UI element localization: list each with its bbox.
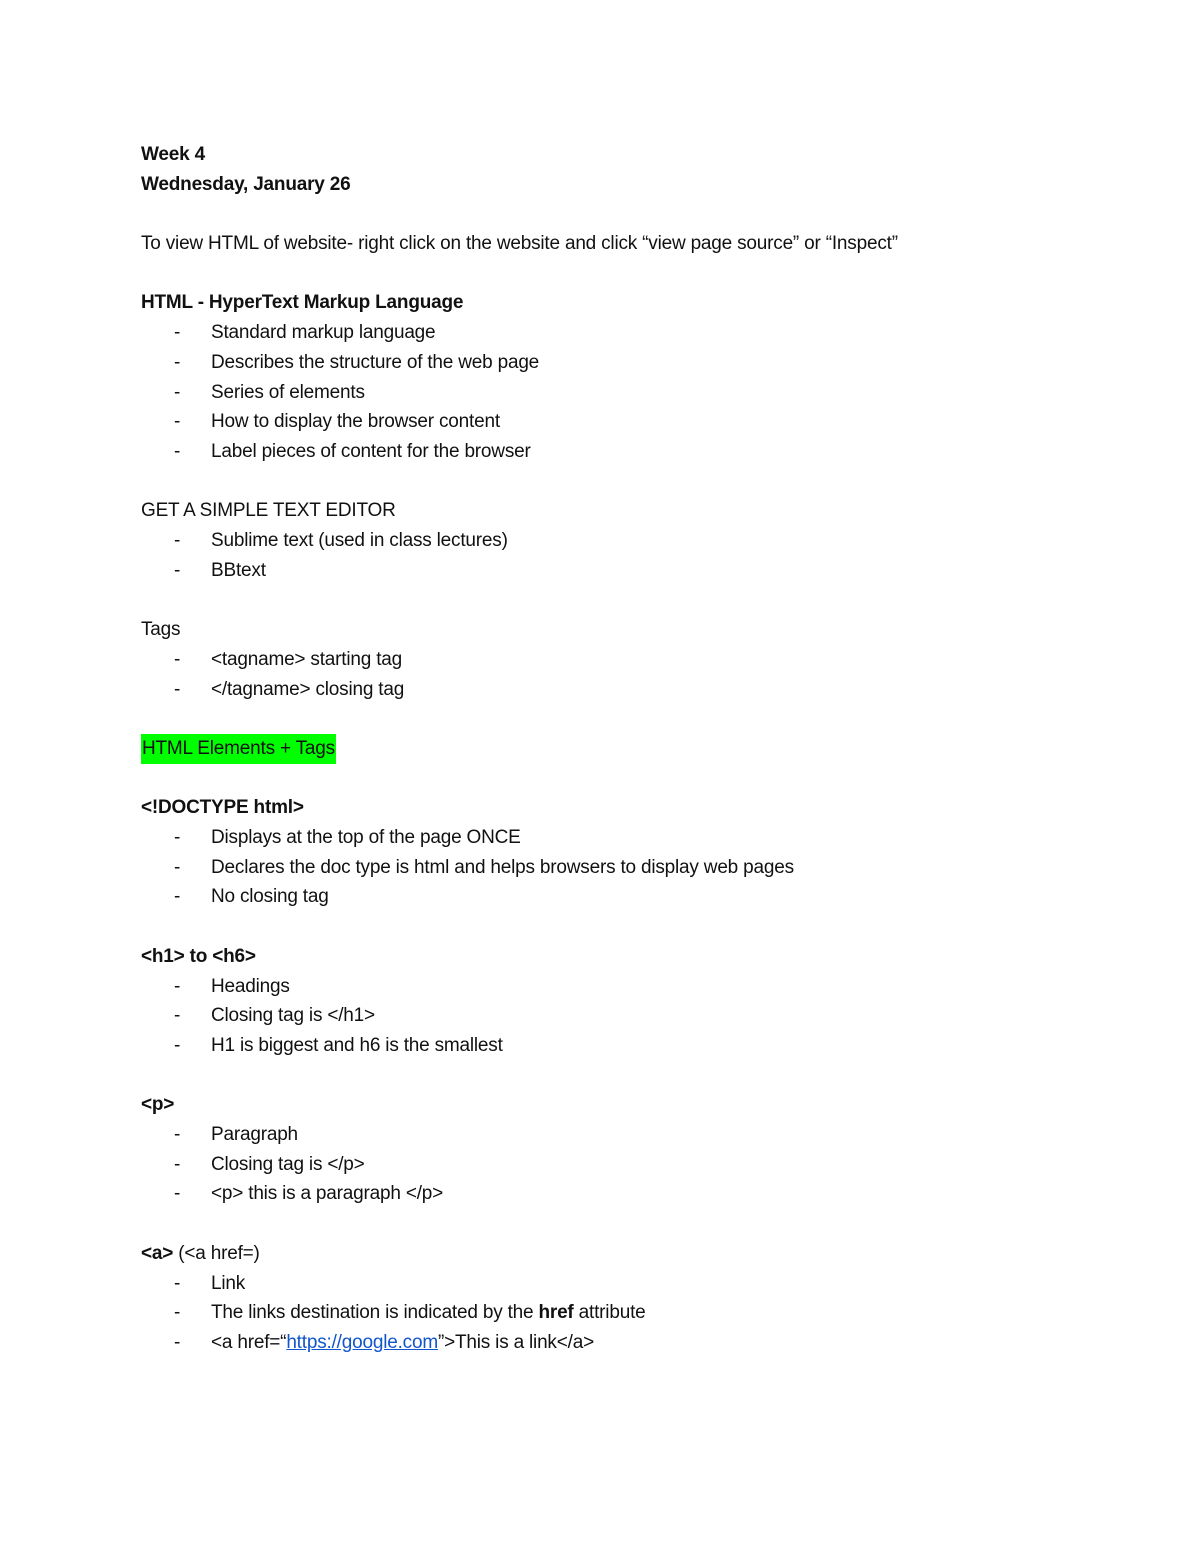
list-item-text: Displays at the top of the page ONCE bbox=[211, 827, 521, 849]
list-item bbox=[141, 556, 1101, 586]
p-section-list bbox=[141, 1120, 1101, 1209]
bullet-dash: - bbox=[174, 975, 181, 997]
bullet-dash: - bbox=[174, 441, 181, 462]
list-item bbox=[141, 1179, 1101, 1209]
bullet-dash: - bbox=[174, 1153, 181, 1175]
bullet-dash: - bbox=[174, 827, 181, 849]
spacer bbox=[141, 467, 1101, 497]
bullet-dash: - bbox=[174, 1034, 181, 1056]
a-section-title-tag: <a> bbox=[141, 1242, 174, 1264]
list-item bbox=[141, 1150, 1101, 1180]
spacer bbox=[141, 199, 1101, 229]
list-item-text: Declares the doc type is html and helps browsers to display web pages bbox=[211, 856, 794, 878]
week-title: Week 4 bbox=[141, 144, 205, 165]
list-item-text: Label pieces of content for the browser bbox=[211, 441, 531, 462]
html-section-list bbox=[141, 318, 1101, 467]
list-item-text: <p> this is a paragraph </p> bbox=[211, 1183, 444, 1205]
bullet-dash: - bbox=[174, 381, 181, 403]
bullet-dash: - bbox=[174, 411, 181, 433]
list-item bbox=[141, 1120, 1101, 1150]
list-item-text: How to display the browser content bbox=[211, 411, 500, 433]
list-item bbox=[141, 645, 1101, 675]
list-item-text: No closing tag bbox=[211, 886, 329, 908]
bullet-dash: - bbox=[174, 351, 181, 373]
list-item bbox=[141, 972, 1101, 1002]
example-item-before: <a href=“ bbox=[211, 1331, 287, 1353]
a-section-list bbox=[141, 1269, 1101, 1358]
list-item-text: BBtext bbox=[211, 559, 266, 581]
document-page bbox=[141, 140, 1101, 1358]
list-item bbox=[141, 407, 1101, 437]
bullet-dash: - bbox=[174, 886, 181, 908]
headings-section-list bbox=[141, 972, 1101, 1061]
spacer bbox=[141, 912, 1101, 942]
list-item bbox=[141, 853, 1101, 883]
bullet-dash: - bbox=[174, 1302, 181, 1324]
list-item bbox=[141, 378, 1101, 408]
bullet-dash: - bbox=[174, 1124, 181, 1146]
list-item-text: <tagname> starting tag bbox=[211, 648, 403, 670]
bullet-dash: - bbox=[174, 678, 181, 700]
bullet-dash: - bbox=[174, 530, 181, 552]
bullet-dash: - bbox=[174, 559, 181, 581]
a-section-title bbox=[141, 1239, 1101, 1269]
highlighted-heading-line bbox=[141, 734, 1101, 764]
list-item-text: Series of elements bbox=[211, 381, 365, 403]
list-item bbox=[141, 1298, 1101, 1328]
href-item-after: attribute bbox=[573, 1302, 646, 1324]
href-item-bold: href bbox=[538, 1302, 574, 1324]
list-item-text: Sublime text (used in class lectures) bbox=[211, 530, 508, 552]
tags-section-list bbox=[141, 645, 1101, 704]
spacer bbox=[141, 259, 1101, 289]
list-item bbox=[141, 526, 1101, 556]
spacer bbox=[141, 764, 1101, 794]
bullet-dash: - bbox=[174, 1183, 181, 1205]
list-item-text: </tagname> closing tag bbox=[211, 678, 405, 700]
list-item-text: H1 is biggest and h6 is the smallest bbox=[211, 1034, 503, 1056]
list-item bbox=[141, 675, 1101, 705]
list-item bbox=[141, 348, 1101, 378]
list-item bbox=[141, 1031, 1101, 1061]
list-item bbox=[141, 1328, 1101, 1358]
headings-section-title: <h1> to <h6> bbox=[141, 945, 256, 967]
list-item bbox=[141, 1001, 1101, 1031]
spacer bbox=[141, 1209, 1101, 1239]
list-item bbox=[141, 823, 1101, 853]
bullet-dash: - bbox=[174, 322, 181, 344]
list-item bbox=[141, 318, 1101, 348]
list-item-text: Paragraph bbox=[211, 1124, 298, 1146]
bullet-dash: - bbox=[174, 856, 181, 878]
example-item-after: ”>This is a link</a> bbox=[437, 1331, 594, 1353]
list-item-text: Headings bbox=[211, 975, 290, 997]
intro-text: To view HTML of website- right click on the website and click “view page source” or “Inspect” bbox=[141, 233, 898, 255]
highlighted-heading: HTML Elements + Tags bbox=[141, 734, 336, 764]
doctype-section-title: <!DOCTYPE html> bbox=[141, 797, 304, 819]
bullet-dash: - bbox=[174, 648, 181, 670]
bullet-dash: - bbox=[174, 1331, 181, 1353]
tags-section-title: Tags bbox=[141, 619, 181, 641]
list-item-text: Closing tag is </p> bbox=[211, 1153, 365, 1175]
html-section-title: HTML - HyperText Markup Language bbox=[141, 292, 464, 314]
href-item-before: The links destination is indicated by the bbox=[211, 1302, 539, 1324]
bullet-dash: - bbox=[174, 1272, 181, 1294]
list-item-text: Closing tag is </h1> bbox=[211, 1005, 375, 1027]
spacer bbox=[141, 1061, 1101, 1091]
spacer bbox=[141, 586, 1101, 616]
bullet-dash: - bbox=[174, 1005, 181, 1027]
spacer bbox=[141, 704, 1101, 734]
p-section-title: <p> bbox=[141, 1094, 175, 1116]
list-item bbox=[141, 1269, 1101, 1299]
editor-section-title: GET A SIMPLE TEXT EDITOR bbox=[141, 500, 396, 522]
list-item bbox=[141, 882, 1101, 912]
list-item bbox=[141, 437, 1101, 467]
date-title: Wednesday, January 26 bbox=[141, 173, 351, 195]
google-link[interactable]: https://google.com bbox=[286, 1331, 438, 1353]
editor-section-list bbox=[141, 526, 1101, 585]
doctype-section-list bbox=[141, 823, 1101, 912]
a-section-title-rest: (<a href=) bbox=[173, 1242, 260, 1264]
list-item-text: Standard markup language bbox=[211, 322, 436, 344]
list-item-text: Link bbox=[211, 1272, 246, 1294]
list-item-text: Describes the structure of the web page bbox=[211, 351, 540, 373]
